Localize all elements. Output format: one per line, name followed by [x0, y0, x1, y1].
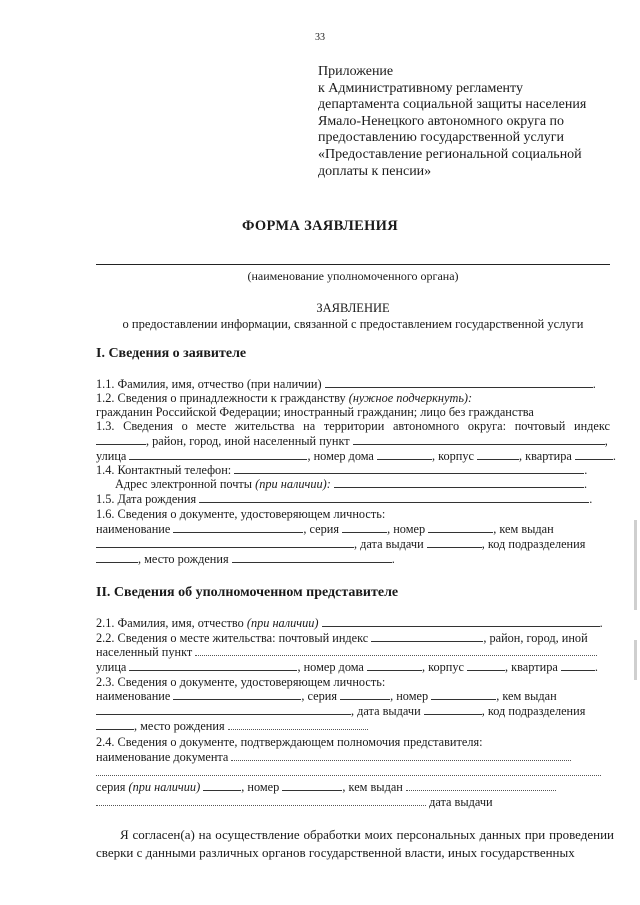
number-label: , номер	[387, 522, 426, 536]
citizenship-hint: (нужное подчеркнуть):	[348, 391, 473, 405]
residence-word: территории	[323, 419, 385, 433]
authority-date-row	[96, 795, 610, 809]
appendix-line: Приложение	[318, 64, 394, 79]
rep-division-code-label: , код подразделения	[481, 704, 586, 718]
rep-birthplace-row	[96, 719, 610, 733]
authority-series-hint: (при наличии)	[128, 780, 201, 794]
authority-doc-name-row	[96, 750, 610, 764]
email-row: Адрес электронной почты (при наличии): .	[115, 477, 588, 491]
house-field[interactable]	[377, 449, 432, 460]
street-field[interactable]	[129, 449, 307, 460]
phone-row: 1.4. Контактный телефон: .	[96, 463, 588, 477]
rep-house-label: , номер дома	[297, 660, 364, 674]
authority-number-label: , номер	[241, 780, 280, 794]
rep-birthplace-field[interactable]	[228, 719, 368, 730]
residence-word: 1.3.	[96, 419, 115, 433]
rep-flat-field[interactable]	[561, 660, 595, 671]
rep-name-field[interactable]	[322, 616, 600, 627]
number-field[interactable]	[428, 522, 493, 533]
division-code-label: , код подразделения	[481, 537, 586, 551]
birthdate-field[interactable]	[199, 492, 589, 503]
birthplace-field[interactable]	[232, 552, 392, 563]
rep-flat-label: , квартира	[505, 660, 558, 674]
applicant-name-row: 1.1. Фамилия, имя, отчество (при наличии) .	[96, 377, 596, 391]
authority-doc-name-label: наименование документа	[96, 750, 229, 764]
rep-issue-row	[96, 704, 610, 718]
building-label: , корпус	[431, 449, 474, 463]
authority-issued-by-field[interactable]	[406, 780, 556, 791]
birthplace-label: , место рождения	[138, 552, 229, 566]
appendix-line: департамента социальной защиты населения	[318, 97, 587, 113]
residence-word: месте	[196, 419, 227, 433]
building-field[interactable]	[477, 449, 519, 460]
series-field[interactable]	[342, 522, 387, 533]
address-row: улица , номер дома , корпус , квартира .	[96, 449, 616, 463]
flat-field[interactable]	[575, 449, 613, 460]
issue-date-field[interactable]	[427, 537, 482, 548]
rep-doc-name-field[interactable]	[173, 689, 301, 700]
city-label: , район, город, иной населенный пункт	[146, 434, 350, 448]
rep-city-label: , район, город, иной	[483, 631, 588, 645]
division-code-field[interactable]	[96, 552, 138, 563]
authority-series-label: серия	[96, 780, 126, 794]
rep-name-label: 2.1. Фамилия, имя, отчество	[96, 616, 244, 630]
rep-issued-by-label: , кем выдан	[496, 689, 557, 703]
citizenship-label: 1.2. Сведения о принадлежности к гражданству	[96, 391, 346, 405]
id-doc-row	[96, 522, 610, 536]
residence-word: на	[303, 419, 316, 433]
citizenship-row	[96, 391, 610, 405]
rep-division-code-field[interactable]	[96, 719, 134, 730]
rep-issued-by-field[interactable]	[96, 704, 351, 715]
rep-house-field[interactable]	[367, 660, 422, 671]
issue-date-label: , дата выдачи	[354, 537, 424, 551]
authority-series-field[interactable]	[203, 780, 241, 791]
email-label: Адрес электронной почты	[115, 477, 253, 491]
rep-number-label: , номер	[390, 689, 429, 703]
authority-doc-name-continuation[interactable]	[96, 765, 601, 776]
authority-issue-date-label: дата выдачи	[429, 795, 493, 809]
flat-label: , квартира	[519, 449, 572, 463]
rep-doc-name-label: наименование	[96, 689, 171, 703]
appendix-line: к Административному регламенту	[318, 80, 523, 96]
doc-name-field[interactable]	[173, 522, 303, 533]
rep-street-label: улица	[96, 660, 127, 674]
statement-title: ЗАЯВЛЕНИЕ	[316, 301, 390, 315]
applicant-name-field[interactable]	[325, 377, 593, 388]
authority-caption: (наименование уполномоченного органа)	[247, 269, 459, 283]
appendix-line: Ямало-Ненецкого автономного округа по	[318, 113, 565, 129]
rep-series-label: , серия	[301, 689, 337, 703]
rep-street-field[interactable]	[129, 660, 297, 671]
residence-word: индекс	[573, 419, 610, 433]
authority-doc-row	[96, 765, 610, 779]
appendix-line: предоставлению государственной услуги	[318, 130, 564, 146]
form-title: ФОРМА ЗАЯВЛЕНИЯ	[242, 218, 398, 234]
scan-edge-shadow	[634, 640, 637, 680]
rep-postal-label: 2.2. Сведения о месте жительства: почтовый индекс	[96, 631, 369, 645]
appendix-line: доплаты к пенсии»	[318, 163, 432, 179]
rep-settlement-field[interactable]	[195, 645, 597, 656]
doc-name-label: наименование	[96, 522, 171, 536]
appendix-header	[318, 64, 618, 180]
section-1-heading: I. Сведения о заявителе	[96, 346, 247, 361]
phone-label: 1.4. Контактный телефон:	[96, 463, 232, 477]
house-label: , номер дома	[307, 449, 374, 463]
rep-id-doc-heading: 2.3. Сведения о документе, удостоверяющем личность:	[96, 675, 386, 689]
issued-by-field[interactable]	[96, 537, 354, 548]
applicant-name-label: 1.1. Фамилия, имя, отчество (при наличии)	[96, 377, 322, 391]
residence-word: о	[181, 419, 188, 433]
authority-doc-series-row	[96, 780, 610, 794]
authority-issued-by-continuation[interactable]	[96, 795, 426, 806]
rep-issue-date-label: , дата выдачи	[351, 704, 421, 718]
rep-number-field[interactable]	[431, 689, 496, 700]
issued-by-label: , кем выдан	[493, 522, 554, 536]
rep-issue-date-field[interactable]	[424, 704, 482, 715]
residence-word: почтовый	[514, 419, 566, 433]
rep-building-label: , корпус	[421, 660, 464, 674]
rep-settlement-row	[96, 645, 610, 659]
birthplace-row: , место рождения .	[96, 552, 610, 566]
city-field[interactable]	[353, 434, 605, 445]
page-number: 33	[315, 32, 325, 43]
rep-series-field[interactable]	[340, 689, 390, 700]
rep-name-row: 2.1. Фамилия, имя, отчество (при наличии) .	[96, 616, 603, 630]
authority-doc-name-field[interactable]	[231, 750, 571, 761]
citizenship-options[interactable]: гражданин Российской Федерации; иностранный гражданин; лицо без гражданства	[96, 405, 534, 419]
email-hint: (при наличии):	[255, 477, 331, 491]
authority-issued-by-label: , кем выдан	[342, 780, 403, 794]
street-label: улица	[96, 449, 127, 463]
residence-word: жительства	[234, 419, 295, 433]
residence-city-row: , район, город, иной населенный пункт ,	[96, 434, 610, 448]
series-label: , серия	[303, 522, 339, 536]
appendix-line: «Предоставление региональной социальной	[318, 146, 582, 162]
section-2-heading: II. Сведения об уполномоченном представителе	[96, 585, 399, 600]
phone-field[interactable]	[234, 463, 584, 474]
rep-birthplace-label: , место рождения	[134, 719, 225, 733]
rep-settlement-label: населенный пункт	[96, 645, 193, 659]
residence-word: автономного	[392, 419, 460, 433]
authority-doc-heading: 2.4. Сведения о документе, подтверждающем полномочия представителя:	[96, 735, 483, 749]
consent-paragraph: Я согласен(а) на осуществление обработки моих персональных данных при проведении сверки с данными различных органов государственной власти, иных государственных	[96, 827, 614, 860]
residence-word: Сведения	[123, 419, 173, 433]
rep-name-hint: (при наличии)	[246, 616, 319, 630]
issue-row	[96, 537, 610, 551]
residence-row	[96, 419, 610, 433]
residence-word: округа:	[467, 419, 507, 433]
rep-residence-row	[96, 631, 610, 645]
postal-code-field[interactable]	[96, 434, 146, 445]
id-doc-heading: 1.6. Сведения о документе, удостоверяющем личность:	[96, 507, 386, 521]
email-field[interactable]	[334, 477, 584, 488]
birthdate-label: 1.5. Дата рождения	[96, 492, 197, 506]
rep-id-doc-row	[96, 689, 610, 703]
birthdate-row: 1.5. Дата рождения .	[96, 492, 593, 506]
authority-number-field[interactable]	[282, 780, 342, 791]
statement-heading	[0, 300, 640, 332]
rep-address-row: улица , номер дома , корпус , квартира .	[96, 660, 598, 674]
authority-name-field[interactable]	[96, 264, 610, 265]
statement-subtitle: о предоставлении информации, связанной с предоставлением государственной услуги	[122, 317, 584, 331]
rep-building-field[interactable]	[467, 660, 505, 671]
rep-postal-field[interactable]	[371, 631, 483, 642]
scan-edge-shadow	[634, 520, 637, 610]
